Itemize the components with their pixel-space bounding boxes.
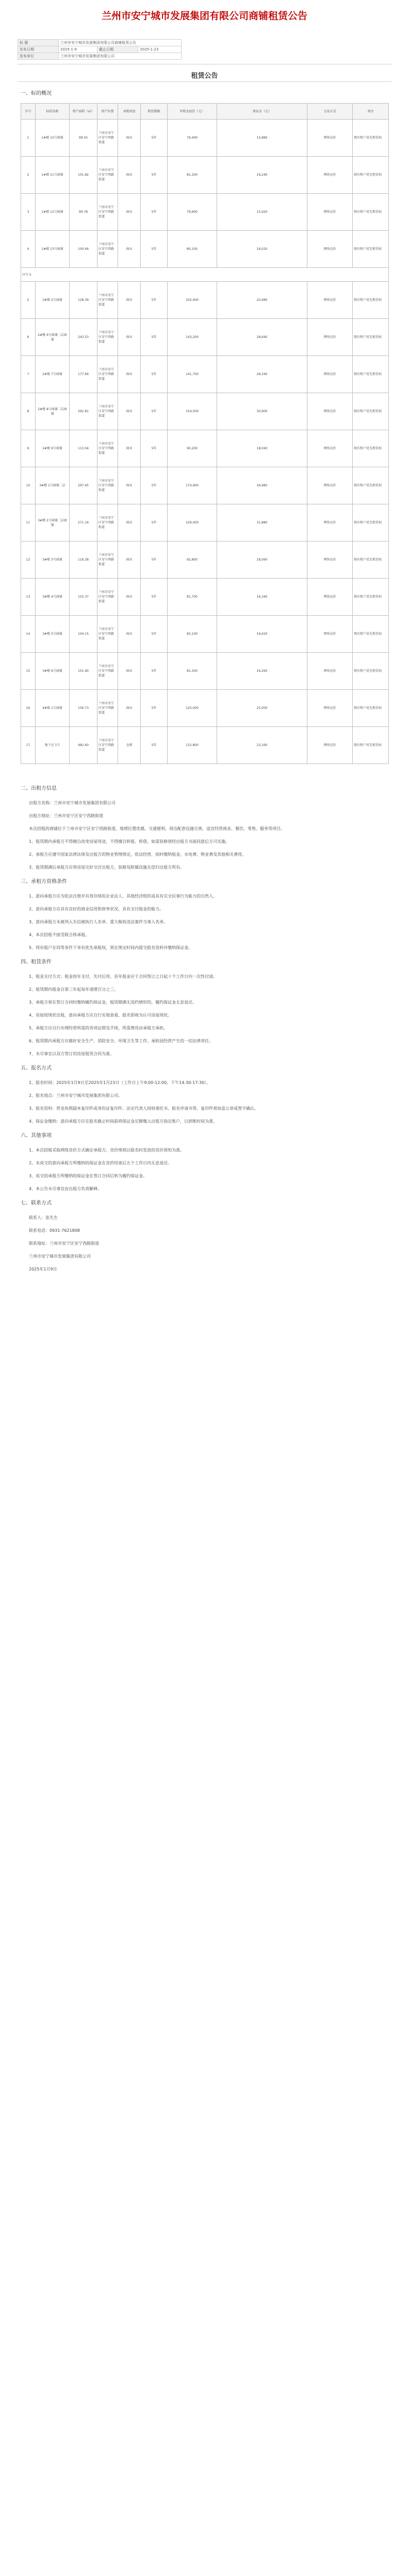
table-cell-name: 2#楼 8号商铺二层商铺 (36, 393, 70, 430)
table-cell-name: 2#楼 9号商铺 (36, 430, 70, 467)
meta-table (18, 39, 182, 60)
table-cell-note: 现有租户优先租赁权 (353, 393, 389, 430)
table-cell-price: 80,100 (168, 231, 217, 268)
table-cell-deposit: 18,040 (217, 430, 307, 467)
table-cell-deposit: 18,560 (217, 541, 307, 579)
table-cell-term: 5年 (141, 579, 168, 616)
table-cell-area: 99.55 (70, 120, 97, 157)
table-cell-price: 125,000 (168, 690, 217, 727)
table-cell-deposit: 15,880 (217, 120, 307, 157)
section-heading: 四、租赁条件 (21, 959, 52, 965)
table-cell-name: 3#楼 1号商铺二层 (36, 467, 70, 504)
col-header: 备注 (353, 104, 389, 120)
table-cell-deposit: 25,000 (217, 690, 307, 727)
table-row (21, 467, 389, 504)
paragraph: 3、意向承租方未被列入失信被执行人名单、重大税收违法案件当事人名单。 (29, 920, 168, 924)
table-cell-term: 5年 (141, 356, 168, 393)
meta-label: 标 题 (18, 40, 59, 46)
table-cell-no: 9 (21, 430, 36, 467)
table-row (21, 541, 389, 579)
col-header: 标的名称 (36, 104, 70, 120)
table-cell-no: 5 (21, 282, 36, 319)
table-group-label: 序号 5 (21, 268, 389, 282)
table-cell-loc: 兰州市安宁区安宁西路街道 (97, 690, 118, 727)
table-cell-loc: 兰州市安宁区安宁西路街道 (97, 467, 118, 504)
table-cell-area: 271.16 (70, 504, 97, 541)
paragraph: 4、保证金缴纳：意向承租方应在报名截止时间前将保证金足额缴入出租方指定账户，以到账时间为准。 (29, 1119, 218, 1124)
table-cell-term: 5年 (141, 231, 168, 268)
paragraph: 3、报名资料：营业执照副本复印件或身份证复印件、法定代表人授权委托书、报名申请书等，复印件须加盖公章或签字确认。 (29, 1106, 259, 1111)
table-cell-no: 8 (21, 393, 36, 430)
table-cell-use: 商业 (118, 653, 141, 690)
paragraph: 本次招租的商铺位于兰州市安宁区安宁西路街道，地理位置优越，交通便利，周边配套设施完善，适宜经营商业、餐饮、零售、服务等项目。 (29, 826, 285, 831)
paragraph: 5、现有租户在同等条件下享有优先承租权，须在规定时间内提交报名资料并缴纳保证金。 (29, 945, 193, 950)
table-cell-price: 174,900 (168, 467, 217, 504)
table-cell-price: 102,400 (168, 282, 217, 319)
paragraph: 出租方名称：兰州市安宁城市发展集团有限公司 (29, 801, 116, 805)
table-cell-use: 商业 (118, 120, 141, 157)
paragraph: 4、本公告未尽事宜由出租方负责解释。 (29, 1187, 102, 1191)
table-cell-price: 79,600 (168, 194, 217, 231)
table-cell-deposit: 16,020 (217, 231, 307, 268)
table-cell-area: 128.39 (70, 282, 97, 319)
table-cell-note: 现有租户优先租赁权 (353, 319, 389, 356)
table-cell-loc: 兰州市安宁区安宁西路街道 (97, 430, 118, 467)
table-row (21, 231, 389, 268)
table-cell-term: 5年 (141, 157, 168, 194)
paragraph: 联系电话：0931-7621808 (29, 1228, 80, 1233)
table-cell-loc: 兰州市安宁区安宁西路街道 (97, 727, 118, 764)
table-cell-price: 81,300 (168, 653, 217, 690)
col-header: 年租金底价（元） (168, 104, 217, 120)
table-cell-price: 159,400 (168, 504, 217, 541)
table-cell-deposit: 30,900 (217, 393, 307, 430)
paragraph: 7、未尽事宜以双方签订的房屋租赁合同为准。 (29, 1052, 114, 1056)
section-heading: 七、联系方式 (21, 1200, 52, 1206)
table-cell-name: 3#楼 3号商铺 (36, 541, 70, 579)
table-cell-deposit: 16,340 (217, 579, 307, 616)
table-cell-note: 现有租户优先租赁权 (353, 690, 389, 727)
paragraph: 1、本次招租采取网络竞价方式确定承租方，竞价规则以报名时发放的竞价须知为准。 (29, 1148, 185, 1153)
table-cell-method: 网络竞价 (307, 653, 353, 690)
table-cell-deposit: 16,620 (217, 616, 307, 653)
table-cell-name: 2#楼 6号商铺二层商铺 (36, 319, 70, 356)
table-row (21, 653, 389, 690)
table-row (21, 616, 389, 653)
table-cell-note: 现有租户优先租赁权 (353, 430, 389, 467)
table-cell-note: 现有租户优先租赁权 (353, 616, 389, 653)
table-cell-use: 商业 (118, 467, 141, 504)
table-cell-method: 网络竞价 (307, 504, 353, 541)
table-row (21, 393, 389, 430)
page-title: 兰州市安宁城市发展集团有限公司商铺租赁公告 (101, 10, 307, 22)
table-cell-area: 297.45 (70, 467, 97, 504)
table-cell-method: 网络竞价 (307, 467, 353, 504)
table-cell-loc: 兰州市安宁区安宁西路街道 (97, 393, 118, 430)
table-cell-term: 5年 (141, 690, 168, 727)
table-cell-price: 141,700 (168, 356, 217, 393)
table-cell-name: 1#楼 13号商铺 (36, 231, 70, 268)
col-header: 资产位置 (97, 104, 118, 120)
table-cell-note: 现有租户优先租赁权 (353, 356, 389, 393)
table-cell-note: 现有租户优先租赁权 (353, 282, 389, 319)
table-cell-loc: 兰州市安宁区安宁西路街道 (97, 231, 118, 268)
table-cell-no: 10 (21, 467, 36, 504)
paragraph: 4、本次招租不接受联合体承租。 (29, 933, 90, 937)
table-cell-use: 商业 (118, 430, 141, 467)
paragraph: 出租方地址：兰州市安宁区安宁西路街道 (29, 814, 103, 818)
table-cell-deposit: 20,480 (217, 282, 307, 319)
table-cell-term: 5年 (141, 727, 168, 764)
table-cell-price: 81,200 (168, 157, 217, 194)
paragraph: 5、承租方应自行办理经营所需的各项证照及手续，所需费用由承租方承担。 (29, 1026, 168, 1030)
divider (18, 81, 391, 82)
table-row (21, 194, 389, 231)
table-header-row (21, 104, 389, 120)
section-heading: 三、承租方资格条件 (21, 879, 67, 885)
table-cell-deposit: 34,980 (217, 467, 307, 504)
table-cell-no: 17 (21, 727, 36, 764)
table-cell-note: 现有租户优先租赁权 (353, 120, 389, 157)
col-header: 序号 (21, 104, 36, 120)
table-row (21, 268, 389, 282)
table-cell-no: 12 (21, 541, 36, 579)
table-cell-note: 现有租户优先租赁权 (353, 541, 389, 579)
meta-label: 发布日期 (18, 46, 59, 53)
table-cell-no: 3 (21, 194, 36, 231)
table-cell-no: 1 (21, 120, 36, 157)
table-cell-term: 5年 (141, 282, 168, 319)
table-row (21, 319, 389, 356)
table-cell-area: 262.81 (70, 393, 97, 430)
paragraph: 联系地址：兰州市安宁区安宁西路街道 (29, 1241, 99, 1246)
table-cell-loc: 兰州市安宁区安宁西路街道 (97, 653, 118, 690)
table-cell-use: 商业 (118, 616, 141, 653)
table-cell-loc: 兰州市安宁区安宁西路街道 (97, 120, 118, 157)
table-cell-deposit: 16,240 (217, 157, 307, 194)
table-cell-method: 网络竞价 (307, 282, 353, 319)
meta-value: 2025-1-9 (59, 46, 97, 53)
table-cell-method: 网络竞价 (307, 157, 353, 194)
table-cell-loc: 兰州市安宁区安宁西路街道 (97, 194, 118, 231)
paragraph: 3、承租方须在签订合同时缴纳履约保证金，租赁期满无违约情形的，履约保证金无息退还。 (29, 1000, 197, 1005)
paragraph: 1、报名时间：2025年1月9日至2025年1月23日（工作日上午9:00-12:00，下午14:30-17:30）。 (29, 1080, 211, 1085)
table-cell-name: 地下室 1号 (36, 727, 70, 764)
table-cell-no: 11 (21, 504, 36, 541)
table-cell-use: 商业 (118, 393, 141, 430)
table-cell-loc: 兰州市安宁区安宁西路街道 (97, 356, 118, 393)
table-cell-deposit: 31,880 (217, 504, 307, 541)
table-cell-use: 商业 (118, 690, 141, 727)
table-cell-use: 商业 (118, 579, 141, 616)
table-cell-no: 15 (21, 653, 36, 690)
section-heading: 二、出租方信息 (21, 786, 57, 791)
table-cell-use: 商业 (118, 504, 141, 541)
meta-row (18, 40, 182, 46)
table-cell-term: 5年 (141, 319, 168, 356)
meta-value: 2025-1-23 (138, 46, 182, 53)
table-cell-area: 482.60 (70, 727, 97, 764)
table-cell-area: 99.78 (70, 194, 97, 231)
table-cell-area: 113.04 (70, 430, 97, 467)
table-row (21, 282, 389, 319)
table-cell-area: 101.82 (70, 157, 97, 194)
table-cell-deposit: 15,920 (217, 194, 307, 231)
table-cell-method: 网络竞价 (307, 319, 353, 356)
table-cell-price: 79,400 (168, 120, 217, 157)
table-cell-name: 3#楼 6号商铺 (36, 653, 70, 690)
table-cell-method: 网络竞价 (307, 194, 353, 231)
table-cell-term: 5年 (141, 541, 168, 579)
table-cell-area: 100.46 (70, 231, 97, 268)
meta-label: 截止日期 (97, 46, 138, 53)
subtitle: 租赁公告 (191, 72, 218, 80)
table-cell-term: 5年 (141, 504, 168, 541)
table-cell-loc: 兰州市安宁区安宁西路街道 (97, 319, 118, 356)
table-cell-method: 网络竞价 (307, 393, 353, 430)
table-cell-loc: 兰州市安宁区安宁西路街道 (97, 504, 118, 541)
paragraph: 1、租赁期内承租方不得擅自改变房屋用途，不得擅自转租、转借，如需装修须经出租方书面同意后方可实施。 (29, 839, 230, 844)
table-cell-method: 网络竞价 (307, 579, 353, 616)
table-cell-use: 仓储 (118, 727, 141, 764)
table-cell-no: 14 (21, 616, 36, 653)
paragraph: 2、租赁期内租金自第三年起每年递增百分之三。 (29, 987, 119, 992)
meta-value: 兰州市安宁城市发展集团有限公司商铺租赁公告 (59, 40, 182, 46)
table-cell-area: 101.90 (70, 653, 97, 690)
table-cell-price: 81,700 (168, 579, 217, 616)
col-header: 资产面积（㎡） (70, 104, 97, 120)
table-cell-area: 104.15 (70, 616, 97, 653)
table-cell-note: 现有租户优先租赁权 (353, 579, 389, 616)
table-row (21, 356, 389, 393)
table-cell-price: 90,200 (168, 430, 217, 467)
table-cell-loc: 兰州市安宁区安宁西路街道 (97, 579, 118, 616)
table-cell-name: 1#楼 12号商铺 (36, 194, 70, 231)
table-row (21, 120, 389, 157)
table-cell-loc: 兰州市安宁区安宁西路街道 (97, 282, 118, 319)
meta-value: 兰州市安宁城市发展集团有限公司 (59, 53, 182, 60)
table-cell-no: 6 (21, 319, 36, 356)
paragraph: 2、未成交的意向承租方所缴纳的保证金在竞价结束后五个工作日内无息退还。 (29, 1161, 172, 1165)
paragraph: 1、意向承租方应为依法注册并有效存续的企业法人、其他经济组织或具有完全民事行为能力的自然人。 (29, 894, 218, 899)
table-cell-name: 1#楼 10号商铺 (36, 120, 70, 157)
meta-row (18, 46, 182, 53)
table-cell-note: 现有租户优先租赁权 (353, 727, 389, 764)
table-row (21, 579, 389, 616)
table-cell-no: 4 (21, 231, 36, 268)
table-cell-price: 115,800 (168, 727, 217, 764)
table-cell-price: 154,500 (168, 393, 217, 430)
table-cell-use: 商业 (118, 319, 141, 356)
table-cell-use: 商业 (118, 541, 141, 579)
table-row (21, 690, 389, 727)
table-cell-use: 商业 (118, 356, 141, 393)
table-cell-loc: 兰州市安宁区安宁西路街道 (97, 541, 118, 579)
table-cell-use: 商业 (118, 231, 141, 268)
table-row (21, 430, 389, 467)
table-cell-method: 网络竞价 (307, 430, 353, 467)
paragraph: 2、承租方应遵守国家法律法规及出租方的物业管理规定，依法经营，按时缴纳租金、水电费、物业费及其他相关费用。 (29, 852, 247, 857)
table-cell-no: 16 (21, 690, 36, 727)
table-cell-loc: 兰州市安宁区安宁西路街道 (97, 157, 118, 194)
table-cell-deposit: 28,340 (217, 356, 307, 393)
table-cell-area: 102.37 (70, 579, 97, 616)
paragraph: 4、房屋按现状出租，意向承租方应自行实地查看，报名即视为认可房屋现状。 (29, 1013, 172, 1018)
table-cell-note: 现有租户优先租赁权 (353, 467, 389, 504)
table-cell-price: 143,200 (168, 319, 217, 356)
table-row (21, 504, 389, 541)
listing-table (21, 103, 389, 764)
table-cell-method: 网络竞价 (307, 541, 353, 579)
paragraph: 3、租赁期满后承租方应将房屋完好交还出租方，装修及附属设施无偿归出租方所有。 (29, 865, 185, 870)
table-cell-area: 156.73 (70, 690, 97, 727)
table-cell-term: 5年 (141, 467, 168, 504)
table-cell-note: 现有租户优先租赁权 (353, 194, 389, 231)
table-cell-method: 网络竞价 (307, 120, 353, 157)
table-cell-no: 2 (21, 157, 36, 194)
table-cell-deposit: 28,640 (217, 319, 307, 356)
section-heading: 五、报名方式 (21, 1065, 52, 1071)
col-header: 承租用途 (118, 104, 141, 120)
table-cell-price: 83,100 (168, 616, 217, 653)
table-cell-term: 5年 (141, 393, 168, 430)
table-cell-name: 3#楼 5号商铺 (36, 616, 70, 653)
table-cell-use: 商业 (118, 157, 141, 194)
table-cell-use: 商业 (118, 194, 141, 231)
paragraph: 联系人：张先生 (29, 1215, 58, 1220)
table-cell-name: 3#楼 2号商铺二层商铺 (36, 504, 70, 541)
paragraph: 兰州市安宁城市发展集团有限公司 (29, 1254, 91, 1259)
col-header: 保证金（元） (217, 104, 307, 120)
section-heading: 六、其他事项 (21, 1133, 52, 1139)
table-cell-term: 5年 (141, 653, 168, 690)
table-cell-term: 5年 (141, 194, 168, 231)
table-cell-name: 4#楼 1号商铺 (36, 690, 70, 727)
paragraph: 2、意向承租方应具有良好的商业信用和财务状况，具有支付租金的能力。 (29, 907, 164, 911)
col-header: 交易方式 (307, 104, 353, 120)
table-cell-price: 92,800 (168, 541, 217, 579)
paragraph: 2、报名地点：兰州市安宁城市发展集团有限公司。 (29, 1093, 123, 1098)
meta-label: 发布单位 (18, 53, 59, 60)
table-cell-deposit: 16,260 (217, 653, 307, 690)
table-cell-loc: 兰州市安宁区安宁西路街道 (97, 616, 118, 653)
table-cell-term: 5年 (141, 616, 168, 653)
table-cell-term: 5年 (141, 430, 168, 467)
table-cell-deposit: 23,160 (217, 727, 307, 764)
table-cell-method: 网络竞价 (307, 356, 353, 393)
table-cell-note: 现有租户优先租赁权 (353, 504, 389, 541)
table-cell-method: 网络竞价 (307, 616, 353, 653)
table-cell-no: 13 (21, 579, 36, 616)
table-cell-area: 116.28 (70, 541, 97, 579)
table-row (21, 157, 389, 194)
paragraph: 3、成交的承租方所缴纳的保证金在签订合同后转为履约保证金。 (29, 1174, 148, 1178)
col-header: 租赁期限 (141, 104, 168, 120)
table-cell-area: 243.53 (70, 319, 97, 356)
table-cell-name: 3#楼 4号商铺 (36, 579, 70, 616)
table-cell-name: 2#楼 7号商铺 (36, 356, 70, 393)
table-cell-method: 网络竞价 (307, 231, 353, 268)
table-cell-no: 7 (21, 356, 36, 393)
table-cell-method: 网络竞价 (307, 690, 353, 727)
table-cell-note: 现有租户优先租赁权 (353, 231, 389, 268)
table-cell-name: 2#楼 5号商铺 (36, 282, 70, 319)
table-cell-term: 5年 (141, 120, 168, 157)
table-cell-note: 现有租户优先租赁权 (353, 653, 389, 690)
paragraph: 1、租金支付方式：租金按年支付，先付后用，首年租金应于合同签订之日起十个工作日内一次性付清。 (29, 974, 218, 979)
paragraph: 2025年1月9日 (29, 1267, 57, 1272)
section-heading: 一、标的概况 (21, 91, 52, 96)
table-body (21, 120, 389, 764)
table-cell-name: 1#楼 11号商铺 (36, 157, 70, 194)
table-cell-area: 177.66 (70, 356, 97, 393)
table-row (21, 727, 389, 764)
table-cell-note: 现有租户优先租赁权 (353, 157, 389, 194)
paragraph: 6、租赁期内承租方应做好安全生产、消防安全、环境卫生等工作，承担因经营产生的一切法律责任。 (29, 1039, 214, 1043)
table-cell-use: 商业 (118, 282, 141, 319)
table-cell-method: 网络竞价 (307, 727, 353, 764)
meta-row (18, 53, 182, 60)
